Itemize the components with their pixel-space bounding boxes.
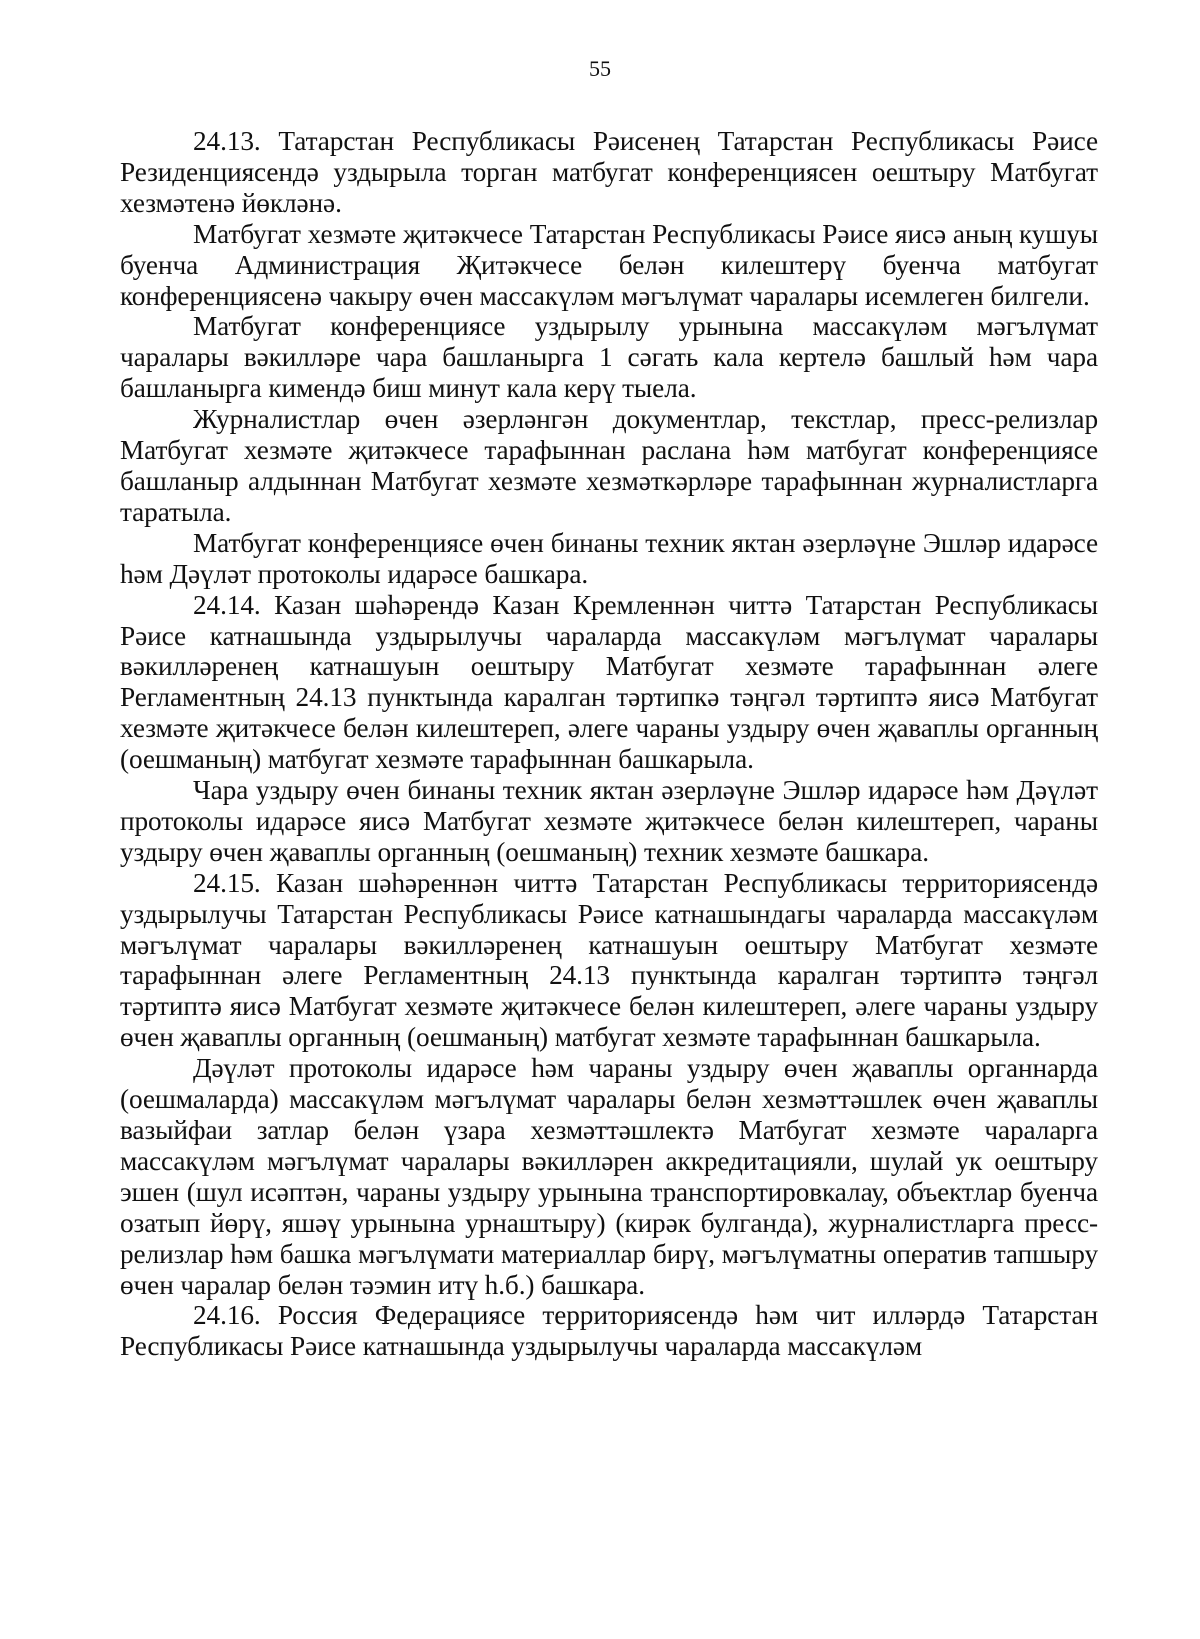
paragraph-building-preparation: Матбугат конференциясе өчен бинаны техник яктан әзерләүне Эшләр идарәсе һәм Дәүләт протоколы идарәсе башкара.: [120, 527, 1098, 589]
paragraph-24-14: 24.14. Казан шәһәрендә Казан Кремленнән читтә Татарстан Республикасы Рәисе катнашында уздырылучы чараларда массакүләм мәгълүмат чаралары вәкилләренең катнашуын оештыру Матбугат хезмәте тарафыннан әлеге Регламентның 24.13 пунктында каралган тәртипкә тәңгәл тәртиптә яисә Матбугат хезмәте җитәкчесе белән килештереп, әлеге чараны уздыру өчен җаваплы органның (оешманың) матбугат хезмәте тарафыннан башкарыла.: [120, 589, 1098, 775]
paragraph-24-16: 24.16. Россия Федерациясе территориясендә һәм чит илләрдә Татарстан Республикасы Рәисе катнашында уздырылучы чараларда массакүләм: [120, 1300, 1098, 1362]
paragraph-24-15: 24.15. Казан шәһәреннән читтә Татарстан Республикасы территориясендә уздырылучы Татарстан Республикасы Рәисе катнашындагы чараларда массакүләм мәгълүмат чаралары вәкилләренең катнашуын оештыру Матбугат хезмәте тарафыннан әлеге Регламентның 24.13 пунктында каралган тәртиптә тәңгәл тәртиптә яисә Матбугат хезмәте җитәкчесе белән килештереп, әлеге чараны уздыру өчен җаваплы органның (оешманың) матбугат хезмәте тарафыннан башкарыла.: [120, 867, 1098, 1053]
paragraph-entry-rules: Матбугат конференциясе уздырылу урынына массакүләм мәгълүмат чаралары вәкилләре чара башланырга 1 сәгать кала кертелә башлый һәм чара башланырга кимендә биш минут кала керү тыела.: [120, 311, 1098, 404]
page-number: 55: [589, 56, 611, 81]
paragraph-24-13: 24.13. Татарстан Республикасы Рәисенең Татарстан Республикасы Рәисе Резиденциясендә уздырыла торган матбугат конференциясен оештыру Матбугат хезмәтенә йөкләнә.: [120, 126, 1098, 218]
paragraph-event-preparation: Чара уздыру өчен бинаны техник яктан әзерләүне Эшләр идарәсе һәм Дәүләт протоколы идарәсе яисә Матбугат хезмәте җитәкчесе белән килештереп, чараны уздыру өчен җаваплы органның (оешманың) техник хезмәте башкара.: [120, 775, 1098, 867]
paragraph-journalist-documents: Журналистлар өчен әзерләнгән документлар, текстлар, пресс-релизлар Матбугат хезмәте җитәкчесе тарафыннан раслана һәм матбугат конференциясе башланыр алдыннан Матбугат хезмәте хезмәткәрләре тарафыннан журналистларга таратыла.: [120, 404, 1098, 527]
paragraph-press-list: Матбугат хезмәте җитәкчесе Татарстан Республикасы Рәисе яисә аның кушуы буенча Администрация Җитәкчесе белән килештерү буенча матбугат конференциясенә чакыру өчен массакүләм мәгълүмат чаралары исемлеген билгели.: [120, 218, 1098, 311]
document-body: [120, 126, 1098, 1362]
paragraph-accreditation: Дәүләт протоколы идарәсе һәм чараны уздыру өчен җаваплы органнарда (оешмаларда) массакүләм мәгълүмат чаралары белән хезмәттәшлек өчен җаваплы вазыйфаи затлар белән үзара хезмәттәшлектә Матбугат хезмәте чараларга массакүләм мәгълүмат чаралары вәкилләрен аккредитацияли, шулай ук оештыру эшен (шул исәптән, чараны уздыру урынына транспортировкалау, объектлар буенча озатып йөрү, яшәү урынына урнаштыру) (кирәк булганда), журналистларга пресс-релизлар һәм башка мәгълүмати материаллар бирү, мәгълүматны оператив тапшыру өчен чаралар белән тәэмин итү һ.б.) башкара.: [120, 1053, 1098, 1300]
